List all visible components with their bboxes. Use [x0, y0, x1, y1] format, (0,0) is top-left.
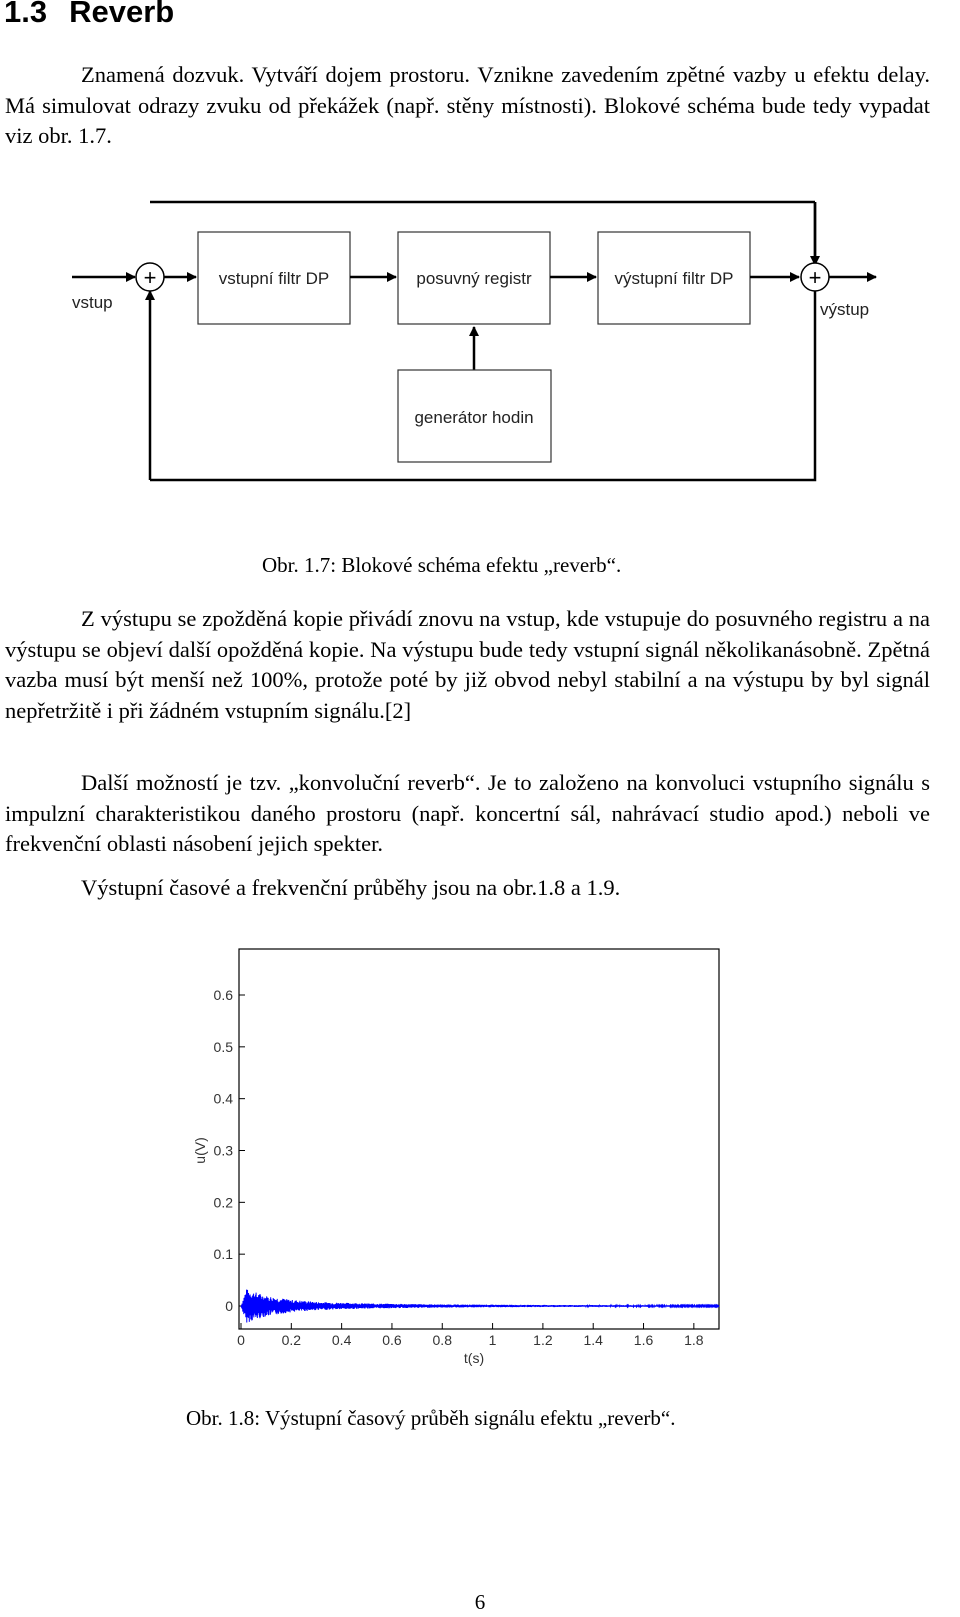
- section-heading: [4, 0, 174, 30]
- x-axis-label: t(s): [463, 1350, 485, 1366]
- x-tick-label: 0: [237, 1332, 245, 1348]
- x-tick-label: 1: [488, 1332, 497, 1348]
- page-number: 6: [474, 1590, 486, 1614]
- x-tick-label: 1.6: [633, 1332, 654, 1348]
- block-diagram: [0, 190, 960, 500]
- paragraph-convolution: Další možností je tzv. „konvoluční reverb“. Je to založeno na konvoluci vstupního signálu s impulzní charakteristikou daného prostoru (např. koncertní sál, nahrávací studio apod.) neboli ve frekvenční oblasti násobení jejich spekter.: [5, 770, 930, 856]
- time-domain-chart: [0, 940, 960, 1380]
- paragraph-feedback: Z výstupu se zpožděná kopie přivádí znovu na vstup, kde vstupuje do posuvného registru a na výstupu se objeví další opožděná kopie. Na výstupu bude tedy vstupní signál několikanásobně. Zpětná vazba musí být menší než 100%, protože poté by již obvod nebyl stabilní a na výstupu by byl signál nepřetržitě i při žádném vstupním signálu.[2]: [5, 606, 930, 723]
- x-tick-label: 1.8: [684, 1332, 704, 1348]
- y-tick-label: 0: [225, 1298, 233, 1314]
- block-shift-register-label: posuvný registr: [416, 269, 532, 288]
- figure-caption-1-7: Obr. 1.7: Blokové schéma efektu „reverb“.: [262, 553, 622, 577]
- sum-symbol: +: [143, 265, 157, 290]
- block-input-filter-label: vstupní filtr DP: [218, 269, 330, 288]
- paragraph-intro: Znamená dozvuk. Vytváří dojem prostoru. Vznikne zavedením zpětné vazby u efektu delay. Má simulovat odrazy zvuku od překážek (např. stěny místnosti). Blokové schéma bude tedy vypadat viz obr. 1.7.: [5, 62, 930, 148]
- y-tick-label: 0.4: [213, 1090, 233, 1107]
- x-tick-label: 1.4: [583, 1332, 603, 1348]
- x-tick-label: 0.8: [432, 1332, 452, 1348]
- sum-symbol: +: [808, 265, 822, 290]
- x-tick-label: 0.4: [331, 1332, 352, 1348]
- y-tick-label: 0.6: [213, 987, 233, 1003]
- y-axis-label: u(V): [192, 1137, 208, 1164]
- output-label: výstup: [820, 300, 870, 319]
- block-output-filter-label: výstupní filtr DP: [614, 269, 734, 288]
- y-tick-label: 0.3: [213, 1142, 233, 1159]
- chart-frame: [239, 949, 719, 1329]
- input-label: vstup: [72, 293, 113, 312]
- block-clock-generator-label: generátor hodin: [414, 408, 534, 427]
- section-number: 1.3: [4, 0, 48, 29]
- x-tick-label: 1.2: [533, 1332, 553, 1348]
- section-title: Reverb: [69, 0, 175, 29]
- y-tick-label: 0.2: [213, 1194, 233, 1211]
- x-tick-label: 0.6: [382, 1332, 402, 1348]
- y-tick-label: 0.1: [213, 1246, 233, 1263]
- paragraph-figures: Výstupní časové a frekvenční průběhy jsou na obr.1.8 a 1.9.: [81, 875, 621, 900]
- y-tick-label: 0.5: [213, 1038, 233, 1055]
- x-tick-label: 0.2: [281, 1332, 302, 1348]
- figure-caption-1-8: Obr. 1.8: Výstupní časový průběh signálu efektu „reverb“.: [186, 1406, 676, 1430]
